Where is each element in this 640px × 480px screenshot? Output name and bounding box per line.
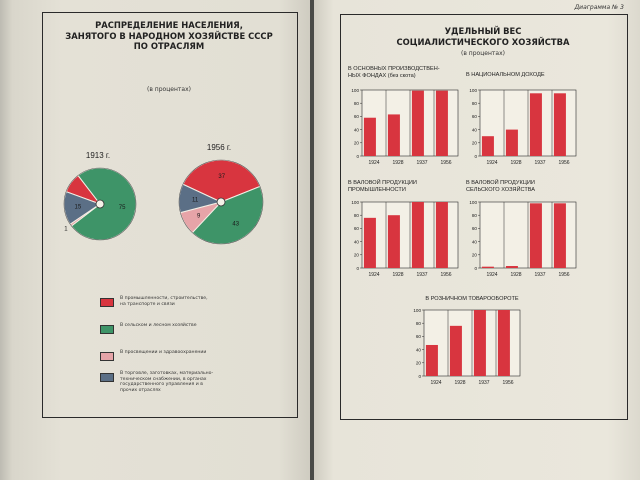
pie-center-hole bbox=[96, 200, 104, 208]
x-tick-label: 1928 bbox=[510, 160, 522, 166]
bar-chart-title: В НАЦИОНАЛЬНОМ ДОХОДЕ bbox=[466, 72, 545, 78]
x-tick-label: 1956 bbox=[502, 380, 514, 386]
x-tick-label: 1956 bbox=[558, 160, 570, 166]
bar bbox=[554, 93, 566, 156]
legend-label: В промышленности, строительстве, на транспорте и связи bbox=[120, 296, 208, 307]
bar bbox=[554, 203, 566, 268]
bar-chart-title: В ОСНОВНЫХ ПРОИЗВОДСТВЕН- bbox=[348, 66, 440, 72]
pie-year-label: 1956 г. bbox=[206, 143, 232, 152]
bar bbox=[530, 93, 542, 156]
legend-label: В сельском и лесном хозяйстве bbox=[120, 323, 197, 328]
y-tick-label: 80 bbox=[353, 213, 359, 218]
y-tick-label: 0 bbox=[356, 265, 359, 271]
y-tick-label: 0 bbox=[474, 265, 477, 271]
y-tick-label: 20 bbox=[471, 252, 477, 258]
x-tick-label: 1937 bbox=[416, 272, 428, 278]
legend-item bbox=[100, 323, 280, 343]
y-tick-label: 40 bbox=[471, 127, 477, 133]
left-page bbox=[0, 0, 310, 480]
bar-chart-title: НЫХ ФОНДАХ (без скота) bbox=[348, 73, 416, 79]
y-tick-label: 60 bbox=[415, 334, 421, 340]
y-tick-label: 0 bbox=[356, 153, 359, 159]
y-tick-label: 100 bbox=[351, 199, 359, 205]
legend-item bbox=[100, 371, 280, 394]
legend-item bbox=[100, 296, 280, 316]
bar-chart bbox=[413, 296, 520, 386]
bar bbox=[450, 326, 462, 376]
y-tick-label: 0 bbox=[474, 153, 477, 159]
legend-swatch bbox=[100, 325, 114, 334]
y-tick-label: 40 bbox=[353, 127, 359, 133]
bar bbox=[506, 130, 518, 156]
legend-swatch bbox=[100, 298, 114, 307]
y-tick-label: 60 bbox=[353, 114, 359, 120]
bar-chart-title: В ВАЛОВОЙ ПРОДУКЦИИ bbox=[466, 180, 535, 186]
diagram-number: Диаграмма № 3 bbox=[574, 4, 624, 11]
y-tick-label: 40 bbox=[471, 239, 477, 245]
y-tick-label: 80 bbox=[471, 101, 477, 106]
bar-chart-title: В ВАЛОВОЙ ПРОДУКЦИИ bbox=[348, 180, 417, 186]
y-tick-label: 40 bbox=[415, 347, 421, 353]
bar bbox=[388, 215, 400, 268]
bar bbox=[498, 310, 510, 376]
bar bbox=[530, 203, 542, 268]
y-tick-label: 80 bbox=[415, 321, 421, 326]
x-tick-label: 1956 bbox=[440, 272, 452, 278]
y-tick-label: 100 bbox=[413, 307, 421, 313]
legend-item bbox=[100, 350, 280, 370]
y-tick-label: 100 bbox=[469, 199, 477, 205]
x-tick-label: 1937 bbox=[534, 272, 546, 278]
bar-chart-title: ПРОМЫШЛЕННОСТИ bbox=[348, 187, 406, 193]
x-tick-label: 1924 bbox=[486, 160, 498, 166]
right-page bbox=[314, 0, 640, 480]
legend-swatch bbox=[100, 373, 114, 382]
x-tick-label: 1956 bbox=[558, 272, 570, 278]
bar bbox=[388, 114, 400, 156]
y-tick-label: 60 bbox=[471, 226, 477, 232]
bar-chart bbox=[466, 72, 576, 166]
bar-chart bbox=[348, 66, 458, 166]
legend-swatch bbox=[100, 352, 114, 361]
x-tick-label: 1937 bbox=[534, 160, 546, 166]
bar bbox=[482, 136, 494, 156]
x-tick-label: 1928 bbox=[510, 272, 522, 278]
x-tick-label: 1928 bbox=[392, 272, 404, 278]
bar bbox=[436, 91, 448, 156]
y-tick-label: 20 bbox=[415, 360, 421, 366]
bar-charts bbox=[314, 0, 640, 480]
pie-slice-label: 75 bbox=[118, 204, 126, 211]
bar bbox=[482, 267, 494, 268]
bar bbox=[364, 118, 376, 156]
pie-center-hole bbox=[217, 198, 225, 206]
x-tick-label: 1924 bbox=[486, 272, 498, 278]
bar bbox=[506, 266, 518, 268]
bar-chart-title: В РОЗНИЧНОМ ТОВАРООБОРОТЕ bbox=[425, 296, 519, 302]
pie-slice-label: 1 bbox=[64, 226, 68, 233]
y-tick-label: 100 bbox=[351, 87, 359, 93]
bar bbox=[412, 202, 424, 268]
x-tick-label: 1924 bbox=[368, 272, 380, 278]
y-tick-label: 0 bbox=[418, 373, 421, 379]
left-page-title: РАСПРЕДЕЛЕНИЕ НАСЕЛЕНИЯ, ЗАНЯТОГО В НАРОДНОМ ХОЗЯЙСТВЕ СССР ПО ОТРАСЛЯМ bbox=[65, 20, 273, 51]
bar-chart bbox=[348, 178, 458, 278]
x-tick-label: 1937 bbox=[478, 380, 490, 386]
pie-year-label: 1913 г. bbox=[85, 151, 111, 160]
y-tick-label: 20 bbox=[353, 252, 359, 258]
bar-chart-title: СЕЛЬСКОГО ХОЗЯЙСТВА bbox=[466, 187, 536, 193]
y-tick-label: 40 bbox=[353, 239, 359, 245]
bar bbox=[436, 202, 448, 268]
right-page-subtitle: (в процентах) bbox=[461, 50, 505, 57]
pie-slice-label: 43 bbox=[232, 221, 240, 228]
left-page-subtitle: (в процентах) bbox=[147, 86, 191, 93]
pie-slice-label: 15 bbox=[74, 204, 82, 211]
x-tick-label: 1956 bbox=[440, 160, 452, 166]
y-tick-label: 20 bbox=[353, 140, 359, 146]
y-tick-label: 100 bbox=[469, 87, 477, 93]
bar bbox=[474, 310, 486, 376]
legend-label: В просвещении и здравоохранении bbox=[120, 350, 207, 355]
y-tick-label: 80 bbox=[471, 213, 477, 218]
y-tick-label: 60 bbox=[471, 114, 477, 120]
bar-chart bbox=[466, 178, 576, 278]
legend-label: В торговле, заготовках, материально- техническом снабжении, в органах государственного управления и в прочих отраслях bbox=[120, 371, 214, 394]
x-tick-label: 1924 bbox=[368, 160, 380, 166]
x-tick-label: 1937 bbox=[416, 160, 428, 166]
pie-slice-label: 9 bbox=[196, 213, 201, 220]
y-tick-label: 60 bbox=[353, 226, 359, 232]
bar bbox=[412, 91, 424, 156]
y-tick-label: 20 bbox=[471, 140, 477, 146]
bar bbox=[364, 218, 376, 268]
y-tick-label: 80 bbox=[353, 101, 359, 106]
x-tick-label: 1928 bbox=[454, 380, 466, 386]
pie-slice-label: 11 bbox=[191, 197, 199, 204]
x-tick-label: 1924 bbox=[430, 380, 442, 386]
right-page-title: УДЕЛЬНЫЙ ВЕС СОЦИАЛИСТИЧЕСКОГО ХОЗЯЙСТВА bbox=[396, 26, 570, 47]
pie-slice-label: 37 bbox=[218, 173, 226, 180]
x-tick-label: 1928 bbox=[392, 160, 404, 166]
bar bbox=[426, 345, 438, 376]
